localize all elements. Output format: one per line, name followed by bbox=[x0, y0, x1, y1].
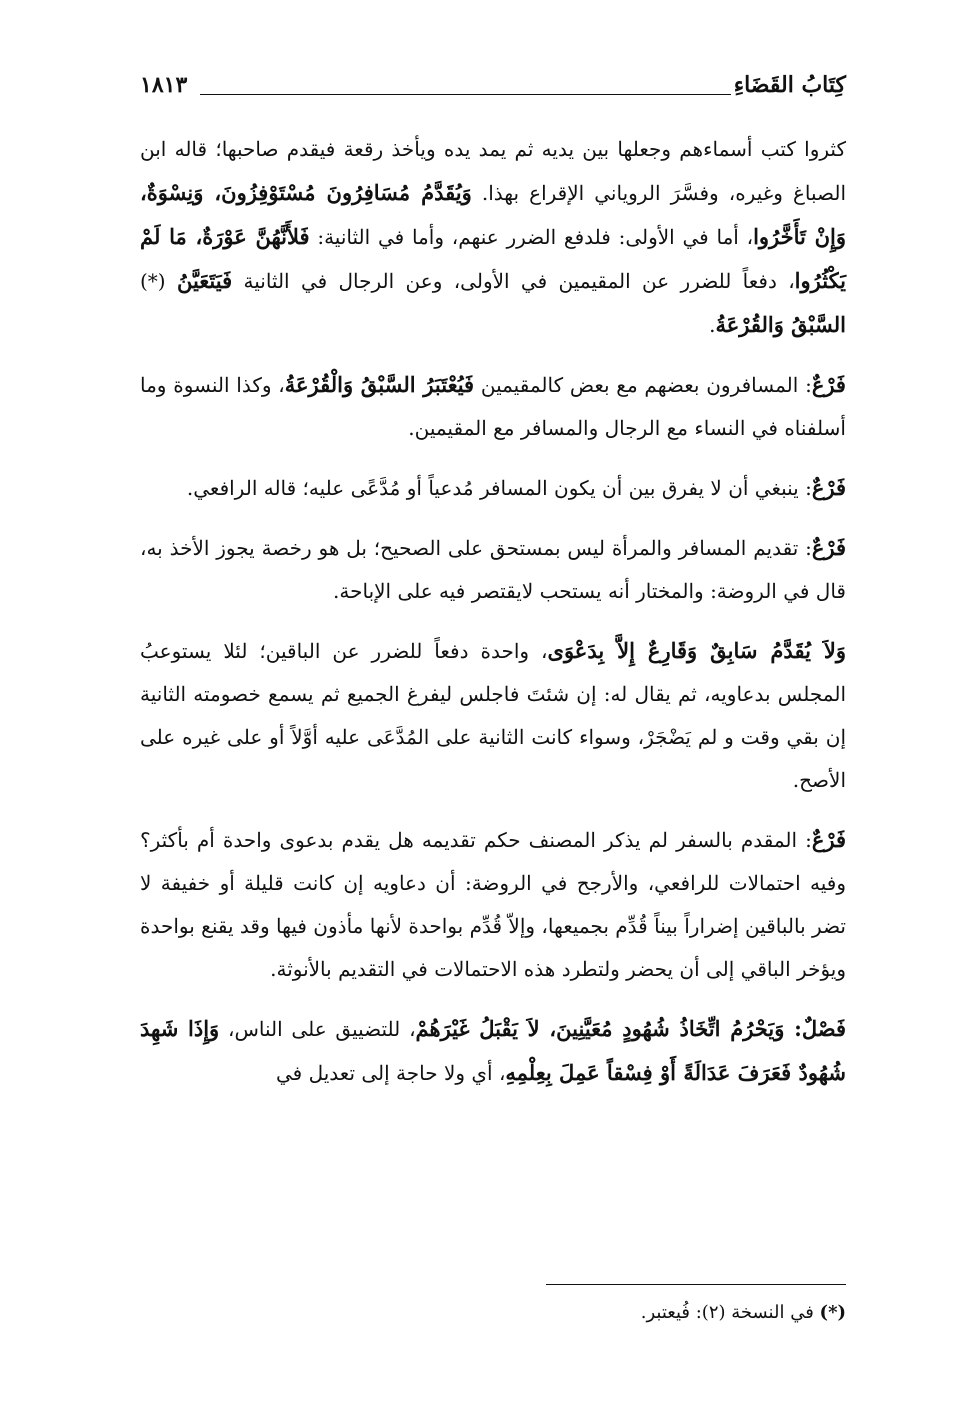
commentary-text: كثروا كتب أسماءهم وجعلها بين يديه ثم يمد يده ويأخذ رقعة فيقدم صاحبها؛ قاله ابن الصباغ وغيره، وفسَّرَ الروياني الإقراع بهذا. bbox=[140, 137, 846, 205]
commentary-text: : ينبغي أن لا يفرق بين أن يكون المسافر مُدعياً أو مُدَّعًى عليه؛ قاله الرافعي. bbox=[186, 476, 812, 500]
matn-text: فَرْعٌ bbox=[811, 827, 846, 852]
matn-text: فَيَتَعَيَّنُ bbox=[176, 268, 233, 293]
paragraph bbox=[140, 526, 846, 613]
footnote bbox=[140, 1298, 846, 1328]
page-number: ١٨١٣ bbox=[140, 72, 188, 98]
matn-text: فَيُعْتَبَرُ السَّبْقُ وَالْقُرْعَةُ bbox=[284, 372, 475, 397]
running-header bbox=[140, 70, 846, 104]
commentary-text: ، واحدة دفعاً للضرر عن الباقين؛ لئلا يستوعبُ المجلس بدعاويه، ثم يقال له: إن شئتَ فاجلس ليفرغ الجميع ثم يسمع خصومته الثانية إن بقي وقت و لم يَضْجَرْ، وسواء كانت الثانية على المُدَّعَى عليه أوَّلاً أو على غيره على الأصح. bbox=[140, 639, 846, 792]
commentary-text: ، وكذا النسوة وما أسلفناه في النساء مع الرجال والمسافر مع المقيمين. bbox=[140, 373, 846, 440]
body-text bbox=[140, 128, 846, 1111]
paragraph bbox=[140, 128, 846, 347]
matn-text: فَرْعٌ bbox=[811, 475, 846, 500]
matn-text: وَيُقَدَّمُ مُسَافِرُونَ مُسْتَوْفِزُونَ، وَنِسْوَةٌ، وَإِنْ تَأَخَّرُوا bbox=[140, 180, 846, 249]
matn-text: فَصْلٌ: وَيَحْرُمُ اتِّخَاذُ شُهُودٍ مُعَيَّنِينَ، لاَ يَقْبَلُ غَيْرَهُمْ bbox=[415, 1016, 846, 1041]
book-title: كِتَابُ القَضَاءِ bbox=[733, 72, 846, 98]
commentary-text: . bbox=[709, 313, 716, 337]
matn-text: فَرْعٌ bbox=[811, 535, 846, 560]
footnote-marker: (*) bbox=[819, 1302, 846, 1323]
commentary-text: ، أما في الأولى: فلدفع الضرر عنهم، وأما في الثانية: bbox=[309, 225, 754, 249]
matn-text: السَّبْقُ وَالقُرْعَةُ bbox=[715, 312, 846, 337]
paragraph bbox=[140, 1007, 846, 1095]
commentary-text: : المقدم بالسفر لم يذكر المصنف حكم تقديمه هل يقدم بدعوى واحدة أم بأكثر؟ وفيه احتمالات للرافعي، والأرجح في الروضة: أن دعاويه إن كانت قليلة أو خفيفة لا تضر بالباقين إضراراً بيناً قُدِّم بجميعها، وإلاّ قُدِّم بواحدة لأنها مأذون فيها وقد يقنع بواحدة ويؤخر الباقي إلى أن يحضر ولتطرد هذه الاحتمالات في التقديم بالأنوثة. bbox=[140, 828, 846, 981]
matn-text: وَلاَ يُقَدَّمُ سَابِقٌ وَقَارِعٌ إِلاَّ بِدَعْوَى bbox=[547, 638, 847, 663]
header-rule bbox=[200, 94, 731, 95]
paragraph bbox=[140, 466, 846, 510]
commentary-text: : تقديم المسافر والمرأة ليس بمستحق على الصحيح؛ بل هو رخصة يجوز الأخذ به، قال في الروضة: والمختار أنه يستحب لايقتصر فيه على الإباحة. bbox=[140, 536, 846, 603]
footnote-text: في النسخة (٢): فُيعتبر. bbox=[640, 1302, 814, 1323]
matn-text: فَلأَنَّهُنَّ عَوْرَةٌ، مَا لَمْ يَكْثُرُوا bbox=[140, 224, 847, 293]
commentary-text: ، دفعاً للضرر عن المقيمين في الأولى، وعن الرجال في الثانية bbox=[232, 269, 795, 293]
matn-text: وَإِذَا شَهِدَ شُهُودٌ فَعَرَفَ عَدَالَةً أَوْ فِسْقاً عَمِلَ بِعِلْمِهِ bbox=[140, 1016, 846, 1085]
commentary-text: (*) bbox=[140, 269, 177, 293]
paragraph bbox=[140, 629, 846, 802]
commentary-text: ، للتضييق على الناس، bbox=[219, 1017, 416, 1041]
paragraph bbox=[140, 363, 846, 450]
commentary-text: ، أي ولا حاجة إلى تعديل في bbox=[276, 1061, 506, 1085]
footnote-rule bbox=[546, 1284, 846, 1285]
matn-text: فَرْعٌ bbox=[811, 372, 846, 397]
paragraph bbox=[140, 818, 846, 991]
commentary-text: : المسافرون بعضهم مع بعض كالمقيمين bbox=[474, 373, 812, 397]
